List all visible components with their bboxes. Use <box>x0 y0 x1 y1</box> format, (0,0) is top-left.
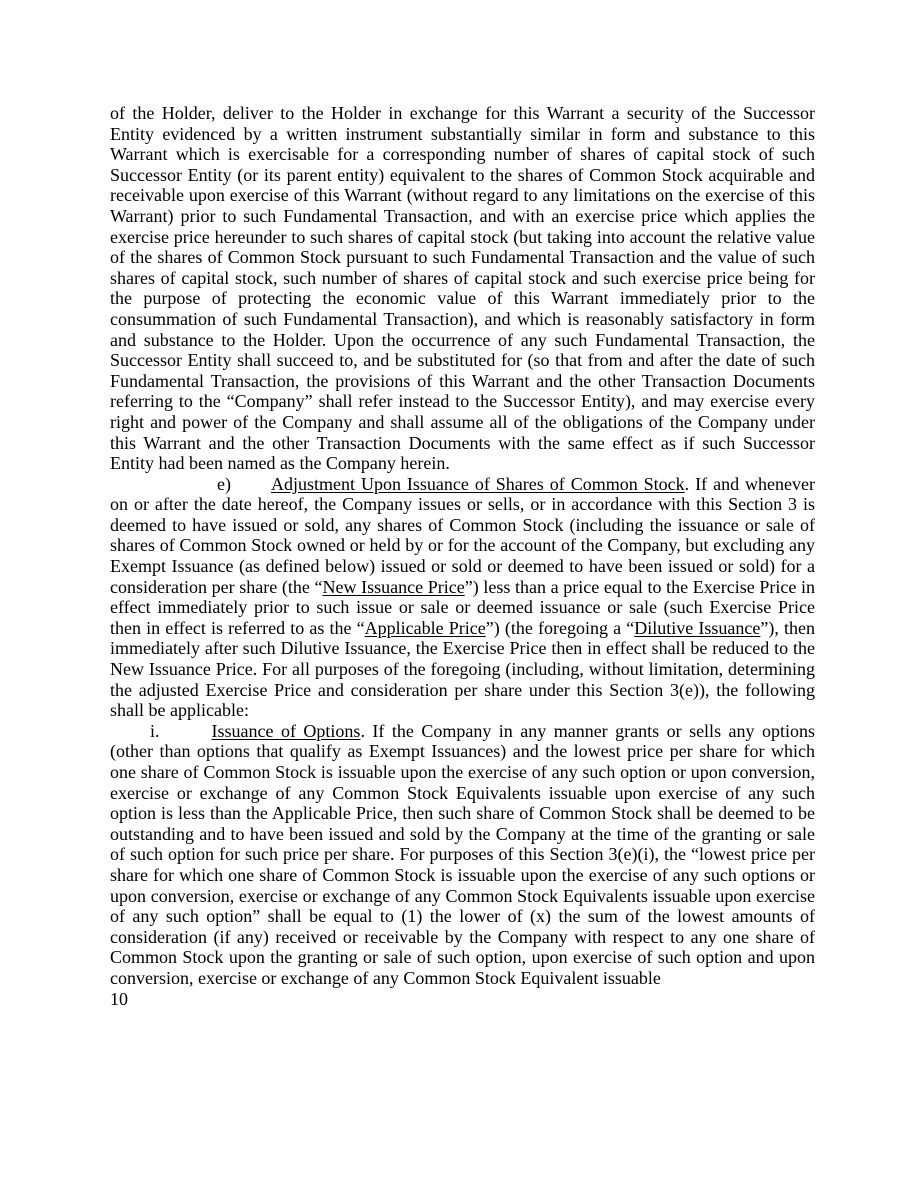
defined-term-applicable-price: Applicable Price <box>364 617 486 638</box>
defined-term-dilutive-issuance: Dilutive Issuance <box>634 617 761 638</box>
clause-i-label: i. <box>150 720 160 741</box>
section-e-text-4: ”), then immediately after such Dilutive Issuance, the Exercise Price then in effect shall be reduced to the New Issuance Price. For all purposes of the foregoing (including, without limitation, determining the adjusted Exercise Price and consideration per share under this Section 3(e)), the following shall be applicable: <box>110 617 815 721</box>
clause-i-heading: Issuance of Options <box>211 720 361 741</box>
section-e-heading: Adjustment Upon Issuance of Shares of Common Stock <box>270 473 685 494</box>
paragraph-successor-entity: of the Holder, deliver to the Holder in exchange for this Warrant a security of the Successor Entity evidenced by a written instrument substantially similar in form and substance to this Warrant which is exercisable for a corresponding number of shares of capital stock of such Successor Entity (or its parent entity) equivalent to the shares of Common Stock acquirable and receivable upon exercise of this Warrant (without regard to any limitations on the exercise of this Warrant) prior to such Fundamental Transaction, and with an exercise price which applies the exercise price hereunder to such shares of capital stock (but taking into account the relative value of the shares of Common Stock pursuant to such Fundamental Transaction and the value of such shares of capital stock, such number of shares of capital stock and such exercise price being for the purpose of protecting the economic value of this Warrant immediately prior to the consummation of such Fundamental Transaction), and which is reasonably satisfactory in form and substance to the Holder. Upon the occurrence of any such Fundamental Transaction, the Successor Entity shall succeed to, and be substituted for (so that from and after the date of such Fundamental Transaction, the provisions of this Warrant and the other Transaction Documents referring to the “Company” shall refer instead to the Successor Entity), and may exercise every right and power of the Company and shall assume all of the obligations of the Company under this Warrant and the other Transaction Documents with the same effect as if such Successor Entity had been named as the Company herein. <box>110 103 815 474</box>
section-e-text-3: ”) (the foregoing a “ <box>485 617 635 638</box>
section-e-label: e) <box>217 473 231 494</box>
section-e-text: . If and whenever on or after the date hereof, the Company issues or sells, or in accordance with this Section 3 is deemed to have issued or sold, any shares of Common Stock (including the issuance or sale of shares of Common Stock owned or held by or for the account of the Company, but excluding any Exempt Issuance (as defined below) issued or sold or deemed to have been issued or sold) for a consideration per share (the “ <box>110 473 815 597</box>
paragraph-clause-i-issuance-of-options <box>110 721 815 989</box>
section-e-text-2: ”) less than a price equal to the Exercise Price in effect immediately prior to such issue or sale or deemed issuance or sale (such Exercise Price then in effect is referred to as the “ <box>110 576 815 638</box>
page-number: 10 <box>110 988 128 1009</box>
paragraph-section-e-adjustment <box>110 474 815 721</box>
defined-term-new-issuance-price: New Issuance Price <box>322 576 465 597</box>
clause-i-text: . If the Company in any manner grants or sells any options (other than options that qualify as Exempt Issuances) and the lowest price per share for which one share of Common Stock is issuable upon the exercise of any such option or upon conversion, exercise or exchange of any Common Stock Equivalents issuable upon exercise of any such option is less than the Applicable Price, then such share of Common Stock shall be deemed to be outstanding and to have been issued and sold by the Company at the time of the granting or sale of such option for such price per share. For purposes of this Section 3(e)(i), the “lowest price per share for which one share of Common Stock is issuable upon the exercise of any such options or upon conversion, exercise or exchange of any Common Stock Equivalents issuable upon exercise of any such option” shall be equal to (1) the lower of (x) the sum of the lowest amounts of consideration (if any) received or receivable by the Company with respect to any one share of Common Stock upon the granting or sale of such option, upon exercise of such option and upon conversion, exercise or exchange of any Common Stock Equivalent issuable <box>110 720 815 988</box>
